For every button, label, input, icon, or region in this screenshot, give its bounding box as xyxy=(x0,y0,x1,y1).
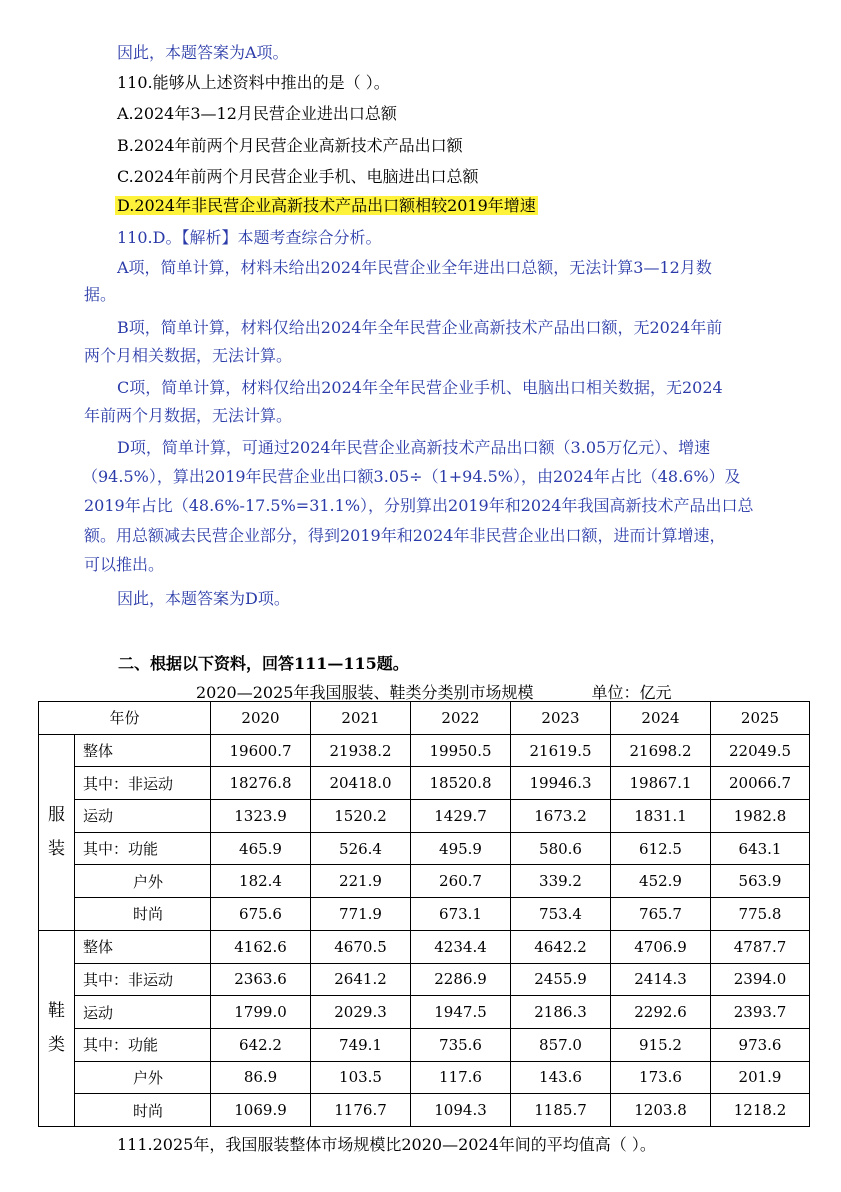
table-cell: 18520.8 xyxy=(411,767,511,800)
table-cell: 19600.7 xyxy=(211,734,311,767)
table-cell: 1176.7 xyxy=(311,1094,411,1127)
table-row xyxy=(39,1094,810,1127)
row-label: 整体 xyxy=(75,930,211,963)
table-cell: 2029.3 xyxy=(311,996,411,1029)
group-label xyxy=(39,734,75,930)
table-cell: 1203.8 xyxy=(611,1094,711,1127)
table-cell: 765.7 xyxy=(611,898,711,931)
table-cell: 465.9 xyxy=(211,832,311,865)
table-row xyxy=(39,734,810,767)
table-cell: 495.9 xyxy=(411,832,511,865)
table-cell: 117.6 xyxy=(411,1061,511,1094)
table-cell: 753.4 xyxy=(511,898,611,931)
table-cell: 526.4 xyxy=(311,832,411,865)
table-cell: 19950.5 xyxy=(411,734,511,767)
table-cell: 20066.7 xyxy=(711,767,810,800)
table-row xyxy=(39,930,810,963)
table-row xyxy=(39,898,810,931)
row-label: 户外 xyxy=(75,1061,211,1094)
analysis-a-2: 据。 xyxy=(84,285,117,304)
row-label: 运动 xyxy=(75,800,211,833)
header-year-label: 年份 xyxy=(39,702,211,735)
table-cell: 260.7 xyxy=(411,865,511,898)
table-cell: 1429.7 xyxy=(411,800,511,833)
table-row xyxy=(39,1061,810,1094)
table-cell: 1218.2 xyxy=(711,1094,810,1127)
analysis-c-2: 年前两个月数据，无法计算。 xyxy=(84,406,293,425)
table-cell: 21938.2 xyxy=(311,734,411,767)
row-label: 户外 xyxy=(75,865,211,898)
table-cell: 673.1 xyxy=(411,898,511,931)
table-cell: 1831.1 xyxy=(611,800,711,833)
table-cell: 2641.2 xyxy=(311,963,411,996)
table-cell: 221.9 xyxy=(311,865,411,898)
table-cell: 2394.0 xyxy=(711,963,810,996)
row-label: 其中：非运动 xyxy=(75,963,211,996)
table-cell: 749.1 xyxy=(311,1028,411,1061)
table-cell: 1799.0 xyxy=(211,996,311,1029)
table-row xyxy=(39,800,810,833)
table-cell: 771.9 xyxy=(311,898,411,931)
row-label: 整体 xyxy=(75,734,211,767)
table-title: 2020—2025年我国服装、鞋类分类别市场规模 xyxy=(196,683,534,702)
group-label-char: 装 xyxy=(48,839,65,860)
table-cell: 103.5 xyxy=(311,1061,411,1094)
table-cell: 1673.2 xyxy=(511,800,611,833)
header-year: 2021 xyxy=(311,702,411,735)
table-cell: 1520.2 xyxy=(311,800,411,833)
option-a: A.2024年3—12月民营企业进出口总额 xyxy=(117,104,397,123)
analysis-d-3: 2019年占比（48.6%-17.5%=31.1%），分别算出2019年和2024年我国高新技术产品出口总 xyxy=(84,496,754,515)
section-title: 二、根据以下资料，回答111—115题。 xyxy=(118,654,409,673)
table-cell: 1947.5 xyxy=(411,996,511,1029)
table-row xyxy=(39,865,810,898)
table-header-row xyxy=(39,702,810,735)
table-unit: 单位：亿元 xyxy=(591,683,672,702)
row-label: 运动 xyxy=(75,996,211,1029)
row-label: 时尚 xyxy=(75,1094,211,1127)
table-row xyxy=(39,1028,810,1061)
table-cell: 21698.2 xyxy=(611,734,711,767)
table-cell: 4642.2 xyxy=(511,930,611,963)
table-cell: 4670.5 xyxy=(311,930,411,963)
table-cell: 1069.9 xyxy=(211,1094,311,1127)
table-cell: 643.1 xyxy=(711,832,810,865)
analysis-b-2: 两个月相关数据，无法计算。 xyxy=(84,346,293,365)
option-c: C.2024年前两个月民营企业手机、电脑进出口总额 xyxy=(117,167,479,186)
row-label: 时尚 xyxy=(75,898,211,931)
header-year: 2023 xyxy=(511,702,611,735)
table-cell: 642.2 xyxy=(211,1028,311,1061)
table-cell: 2414.3 xyxy=(611,963,711,996)
table-cell: 973.6 xyxy=(711,1028,810,1061)
analysis-d-4: 额。用总额减去民营企业部分，得到2019年和2024年非民营企业出口额，进而计算增速， xyxy=(84,526,726,545)
group-label-char: 服 xyxy=(48,805,65,826)
market-size-table xyxy=(38,701,810,1127)
analysis-d-5: 可以推出。 xyxy=(84,555,165,574)
table-cell: 675.6 xyxy=(211,898,311,931)
table-cell: 2292.6 xyxy=(611,996,711,1029)
table-cell: 2455.9 xyxy=(511,963,611,996)
table-cell: 735.6 xyxy=(411,1028,511,1061)
answer-110: 110.D。【解析】本题考查综合分析。 xyxy=(117,228,382,247)
table-cell: 19946.3 xyxy=(511,767,611,800)
table-cell: 143.6 xyxy=(511,1061,611,1094)
table-cell: 19867.1 xyxy=(611,767,711,800)
analysis-a-1: A项，简单计算，材料未给出2024年民营企业全年进出口总额，无法计算3—12月数 xyxy=(117,258,712,277)
table-cell: 2286.9 xyxy=(411,963,511,996)
option-d-highlight: D.2024年非民营企业高新技术产品出口额相较2019年增速 xyxy=(117,196,536,215)
table-row xyxy=(39,767,810,800)
conclusion-110: 因此，本题答案为D项。 xyxy=(117,589,290,608)
analysis-b-1: B项，简单计算，材料仅给出2024年全年民营企业高新技术产品出口额，无2024年前 xyxy=(117,318,723,337)
table-cell: 1982.8 xyxy=(711,800,810,833)
row-label: 其中：非运动 xyxy=(75,767,211,800)
table-cell: 201.9 xyxy=(711,1061,810,1094)
table-cell: 4162.6 xyxy=(211,930,311,963)
header-year: 2025 xyxy=(711,702,810,735)
table-cell: 182.4 xyxy=(211,865,311,898)
row-label: 其中：功能 xyxy=(75,1028,211,1061)
option-b: B.2024年前两个月民营企业高新技术产品出口额 xyxy=(117,136,463,155)
table-cell: 2186.3 xyxy=(511,996,611,1029)
table-row xyxy=(39,996,810,1029)
table-cell: 452.9 xyxy=(611,865,711,898)
table-row xyxy=(39,963,810,996)
table-cell: 2393.7 xyxy=(711,996,810,1029)
table-cell: 563.9 xyxy=(711,865,810,898)
table-cell: 1185.7 xyxy=(511,1094,611,1127)
header-year: 2020 xyxy=(211,702,311,735)
header-year: 2024 xyxy=(611,702,711,735)
row-label: 其中：功能 xyxy=(75,832,211,865)
table-cell: 18276.8 xyxy=(211,767,311,800)
table-cell: 915.2 xyxy=(611,1028,711,1061)
table-cell: 612.5 xyxy=(611,832,711,865)
table-cell: 2363.6 xyxy=(211,963,311,996)
table-cell: 1323.9 xyxy=(211,800,311,833)
conclusion-prev: 因此，本题答案为A项。 xyxy=(117,43,289,62)
table-cell: 86.9 xyxy=(211,1061,311,1094)
group-label xyxy=(39,930,75,1126)
table-cell: 4706.9 xyxy=(611,930,711,963)
table-cell: 173.6 xyxy=(611,1061,711,1094)
table-cell: 22049.5 xyxy=(711,734,810,767)
question-110: 110.能够从上述资料中推出的是（ ）。 xyxy=(117,73,390,92)
analysis-c-1: C项，简单计算，材料仅给出2024年全年民营企业手机、电脑出口相关数据，无2024 xyxy=(117,378,723,397)
table-cell: 1094.3 xyxy=(411,1094,511,1127)
table-cell: 20418.0 xyxy=(311,767,411,800)
header-year: 2022 xyxy=(411,702,511,735)
group-label-char: 鞋 xyxy=(48,1001,65,1022)
table-cell: 775.8 xyxy=(711,898,810,931)
table-cell: 4234.4 xyxy=(411,930,511,963)
table-cell: 4787.7 xyxy=(711,930,810,963)
table-caption xyxy=(196,680,671,703)
analysis-d-2: （94.5%），算出2019年民营企业出口额3.05÷（1+94.5%），由2024年占比（48.6%）及 xyxy=(82,467,741,486)
question-111: 111.2025年，我国服装整体市场规模比2020—2024年间的平均值高（ ）。 xyxy=(117,1135,656,1154)
table-cell: 857.0 xyxy=(511,1028,611,1061)
table-cell: 580.6 xyxy=(511,832,611,865)
analysis-d-1: D项，简单计算，可通过2024年民营企业高新技术产品出口额（3.05万亿元）、增速 xyxy=(117,438,711,457)
option-d xyxy=(115,196,538,216)
group-label-char: 类 xyxy=(48,1035,65,1056)
table-cell: 339.2 xyxy=(511,865,611,898)
table-row xyxy=(39,832,810,865)
table-cell: 21619.5 xyxy=(511,734,611,767)
